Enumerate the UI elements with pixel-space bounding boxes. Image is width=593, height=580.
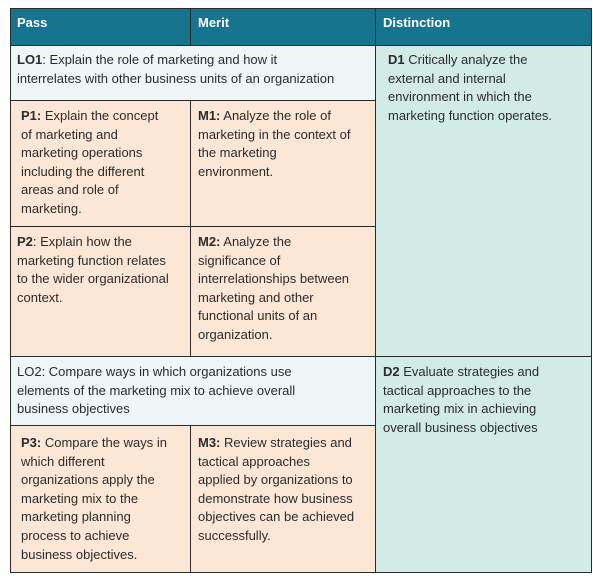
header-distinction [376,8,591,46]
border-outer-top [10,8,592,9]
m1-text: Analyze the role of marketing in the context of the marketing environment. [198,108,351,179]
m3-text: Review strategies and tactical approaches applied by organizations to demonstrate how business objectives can be achieved successfully. [198,435,355,543]
m3-code: M3: [198,435,221,450]
border-outer-bottom [10,572,592,573]
border-header-bottom [10,45,592,46]
border-outer-right [591,8,592,573]
d2-cell [376,357,591,573]
border-section1-bottom [10,356,592,357]
lo1-code: LO1 [17,52,43,67]
d1-text: Critically analyze the external and internal environment in which the marketing function operates. [388,52,553,123]
border-lo1-bottom [10,100,376,101]
lo1-cell [10,46,376,101]
p2-code: P2 [17,234,33,249]
border-lo2-bottom [10,425,376,426]
border-row3-mid [190,425,191,573]
border-header-merit-left [190,8,191,46]
lo1-text: : Explain the role of marketing and how it interrelates with other business units of an organization [17,52,335,86]
border-row1-mid [190,100,191,357]
header-merit [191,8,376,46]
p3-cell [10,426,191,573]
p1-code: P1: [21,108,42,123]
d1-cell [376,46,591,357]
m1-code: M1: [198,108,221,123]
m2-code: M2: [198,234,221,249]
p1-cell [10,101,191,227]
p2-text: : Explain how the marketing function relates to the wider organizational context. [17,234,169,305]
d1-code: D1 [388,52,405,67]
lo2-cell [10,357,376,426]
header-distinction-label: Distinction [383,15,451,30]
m2-cell [191,227,376,357]
m1-cell [191,101,376,227]
p1-text: Explain the concept of marketing and marketing operations including the different areas and role of marketing. [21,108,159,216]
lo2-text: LO2: Compare ways in which organizations use elements of the marketing mix to achieve overall business objectives [17,364,296,417]
header-pass-label: Pass [17,15,48,30]
p3-text: Compare the ways in which different organizations apply the marketing mix to the marketing planning process to achieve business objectives. [21,435,167,562]
border-outer-left [10,8,11,573]
header-pass [10,8,191,46]
d2-code: D2 [383,364,400,379]
m2-text: Analyze the significance of interrelationships between marketing and other functional units of an organization. [198,234,350,342]
border-row1-bottom [10,226,376,227]
d2-text: Evaluate strategies and tactical approaches to the marketing mix in achieving overall business objectives [383,364,540,435]
header-merit-label: Merit [198,15,230,30]
p2-cell [10,227,191,357]
m3-cell [191,426,376,573]
p3-code: P3: [21,435,42,450]
border-distinction-left [375,8,376,573]
